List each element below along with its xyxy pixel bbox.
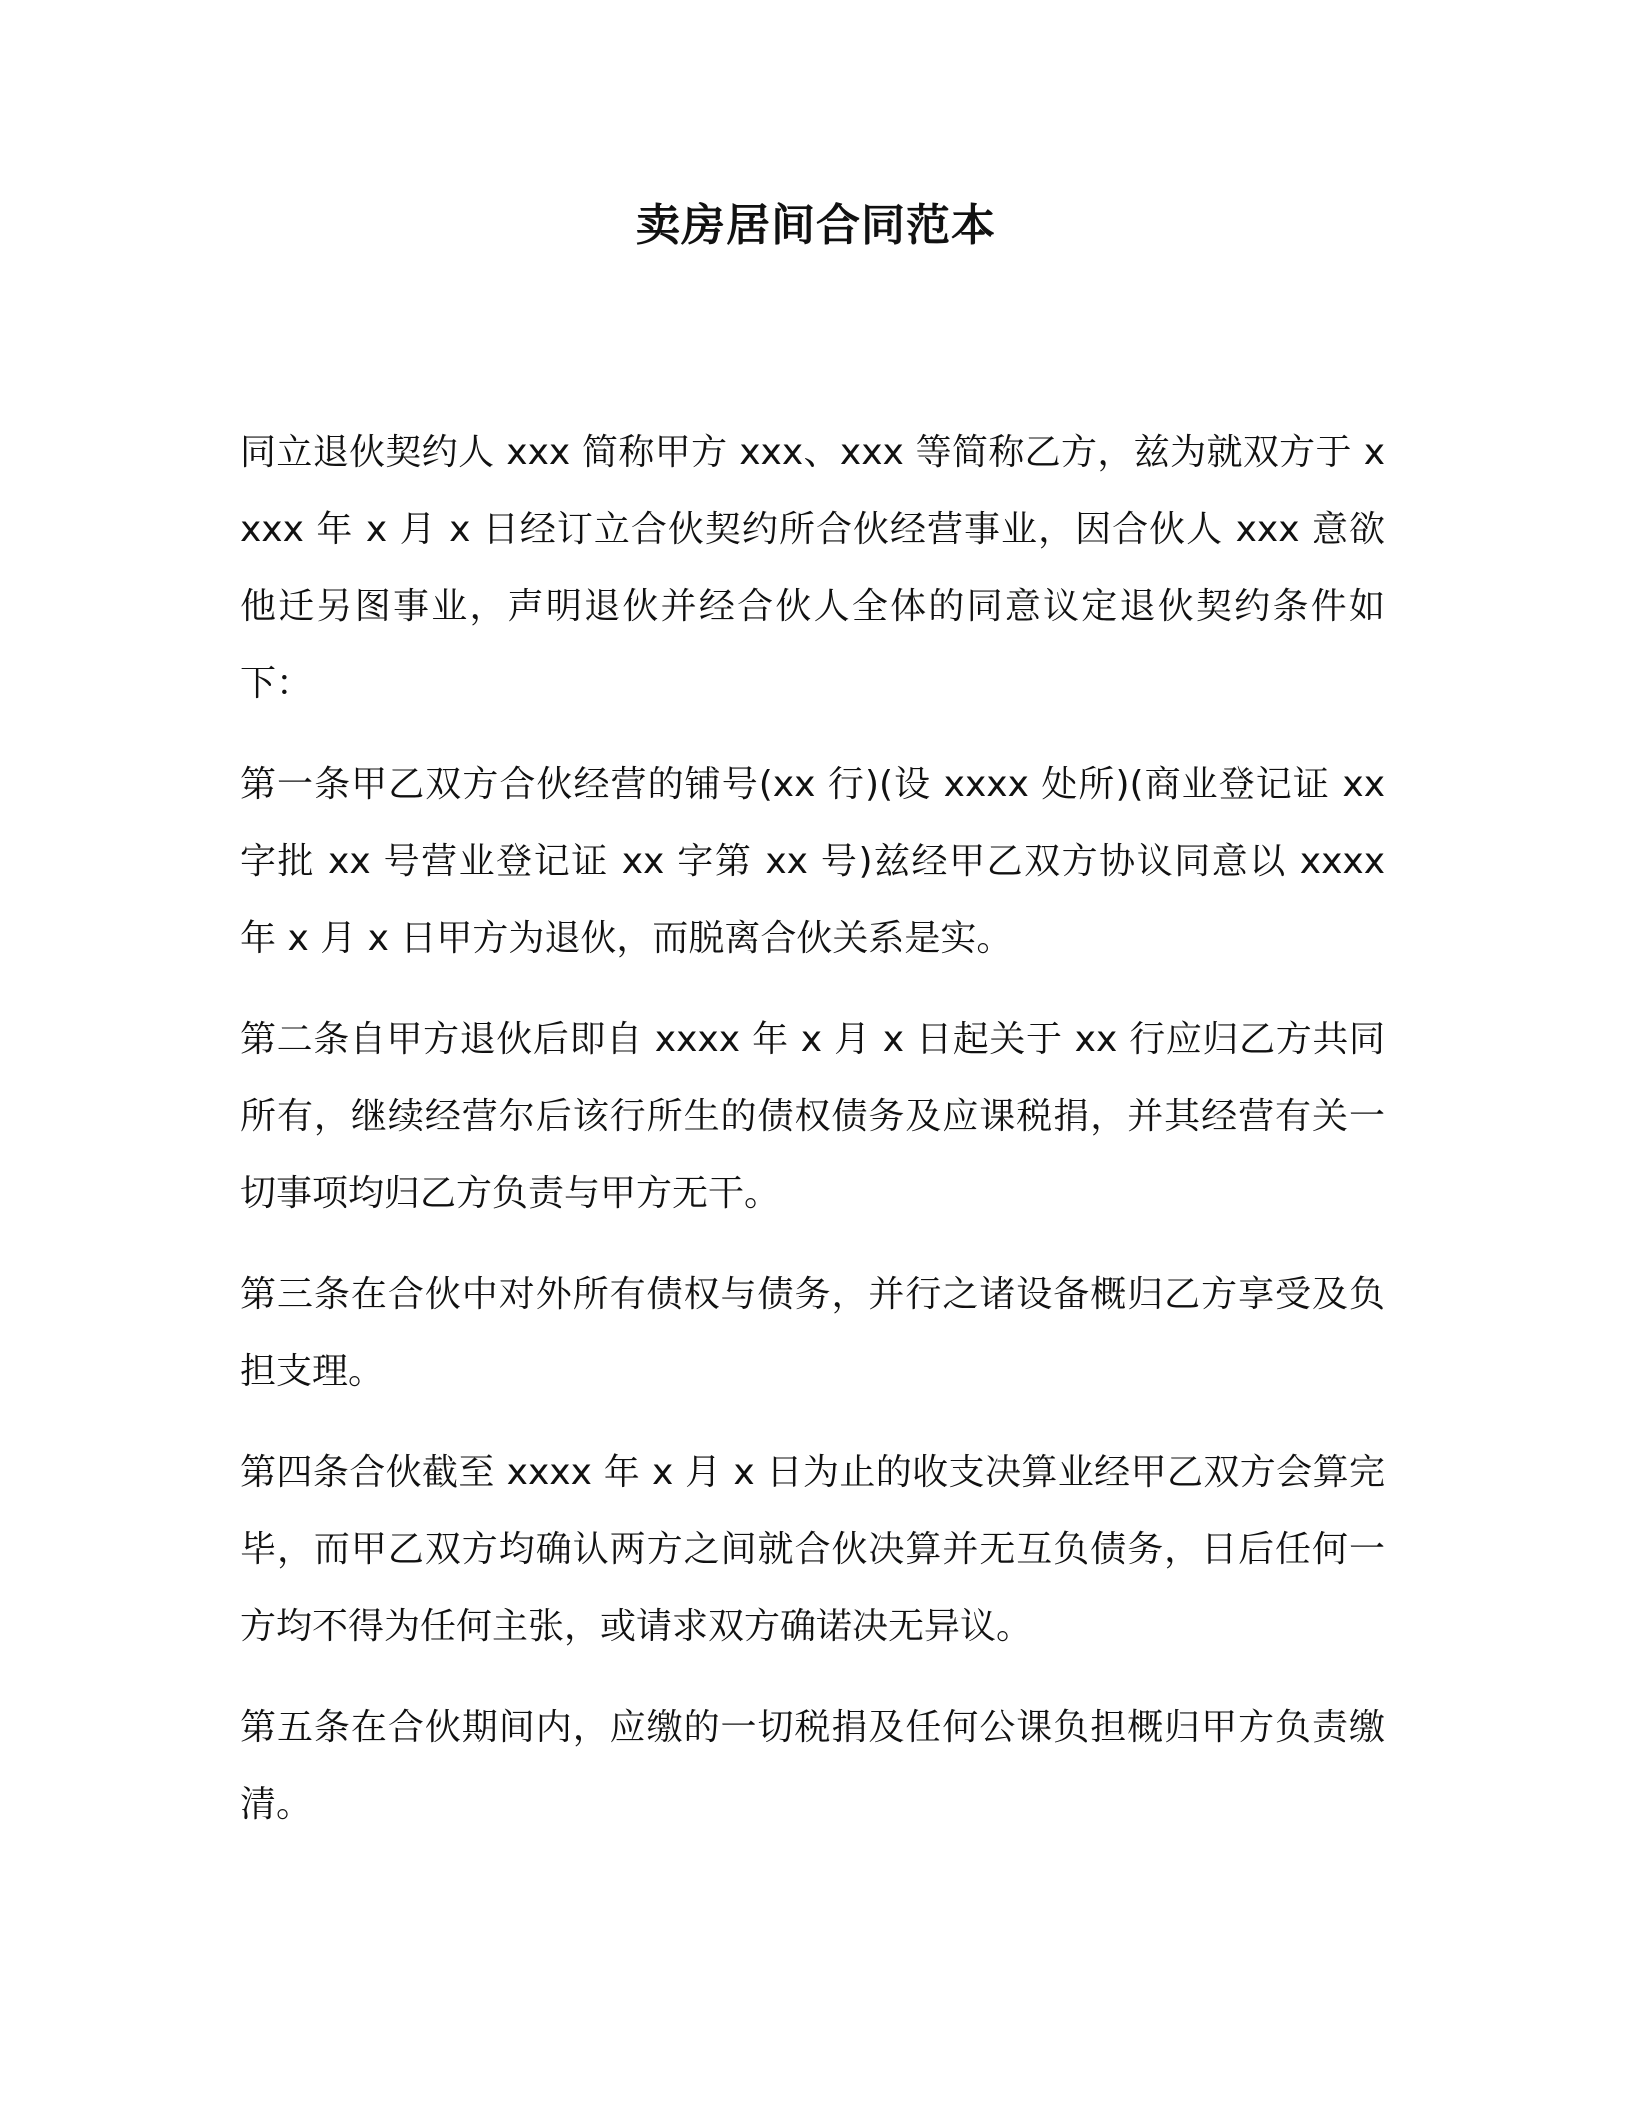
paragraph-article-4: 第四条合伙截至 xxxx 年 x 月 x 日为止的收支决算业经甲乙双方会算完毕，而甲乙双方均确认两方之间就合伙决算并无互负债务，日后任何一方均不得为任何主张，或请求双方确诺决无异议。	[240, 1452, 1385, 1647]
document-body	[240, 414, 1385, 1867]
document-title: 卖房居间合同范本	[636, 200, 996, 251]
paragraph-preamble: 同立退伙契约人 xxx 简称甲方 xxx、xxx 等简称乙方，兹为就双方于 xxxx 年 x 月 x 日经订立合伙契约所合伙经营事业，因合伙人 xxx 意欲他迁另图事业，声明退伙并经合伙人全体的同意议定退伙契约条件如下：	[240, 432, 1385, 704]
paragraph-article-1: 第一条甲乙双方合伙经营的铺号(xx 行)(设 xxxx 处所)(商业登记证 xx 字批 xx 号营业登记证 xx 字第 xx 号)兹经甲乙双方协议同意以 xxxx 年 x 月 x 日甲方为退伙，而脱离合伙关系是实。	[240, 764, 1385, 959]
paragraph-article-3: 第三条在合伙中对外所有债权与债务，并行之诸设备概归乙方享受及负担支理。	[240, 1274, 1385, 1392]
paragraph-article-2: 第二条自甲方退伙后即自 xxxx 年 x 月 x 日起关于 xx 行应归乙方共同所有，继续经营尔后该行所生的债权债务及应课税捐，并其经营有关一切事项均归乙方负责与甲方无干。	[240, 1019, 1385, 1214]
paragraph-article-5: 第五条在合伙期间内，应缴的一切税捐及任何公课负担概归甲方负责缴清。	[240, 1707, 1385, 1825]
